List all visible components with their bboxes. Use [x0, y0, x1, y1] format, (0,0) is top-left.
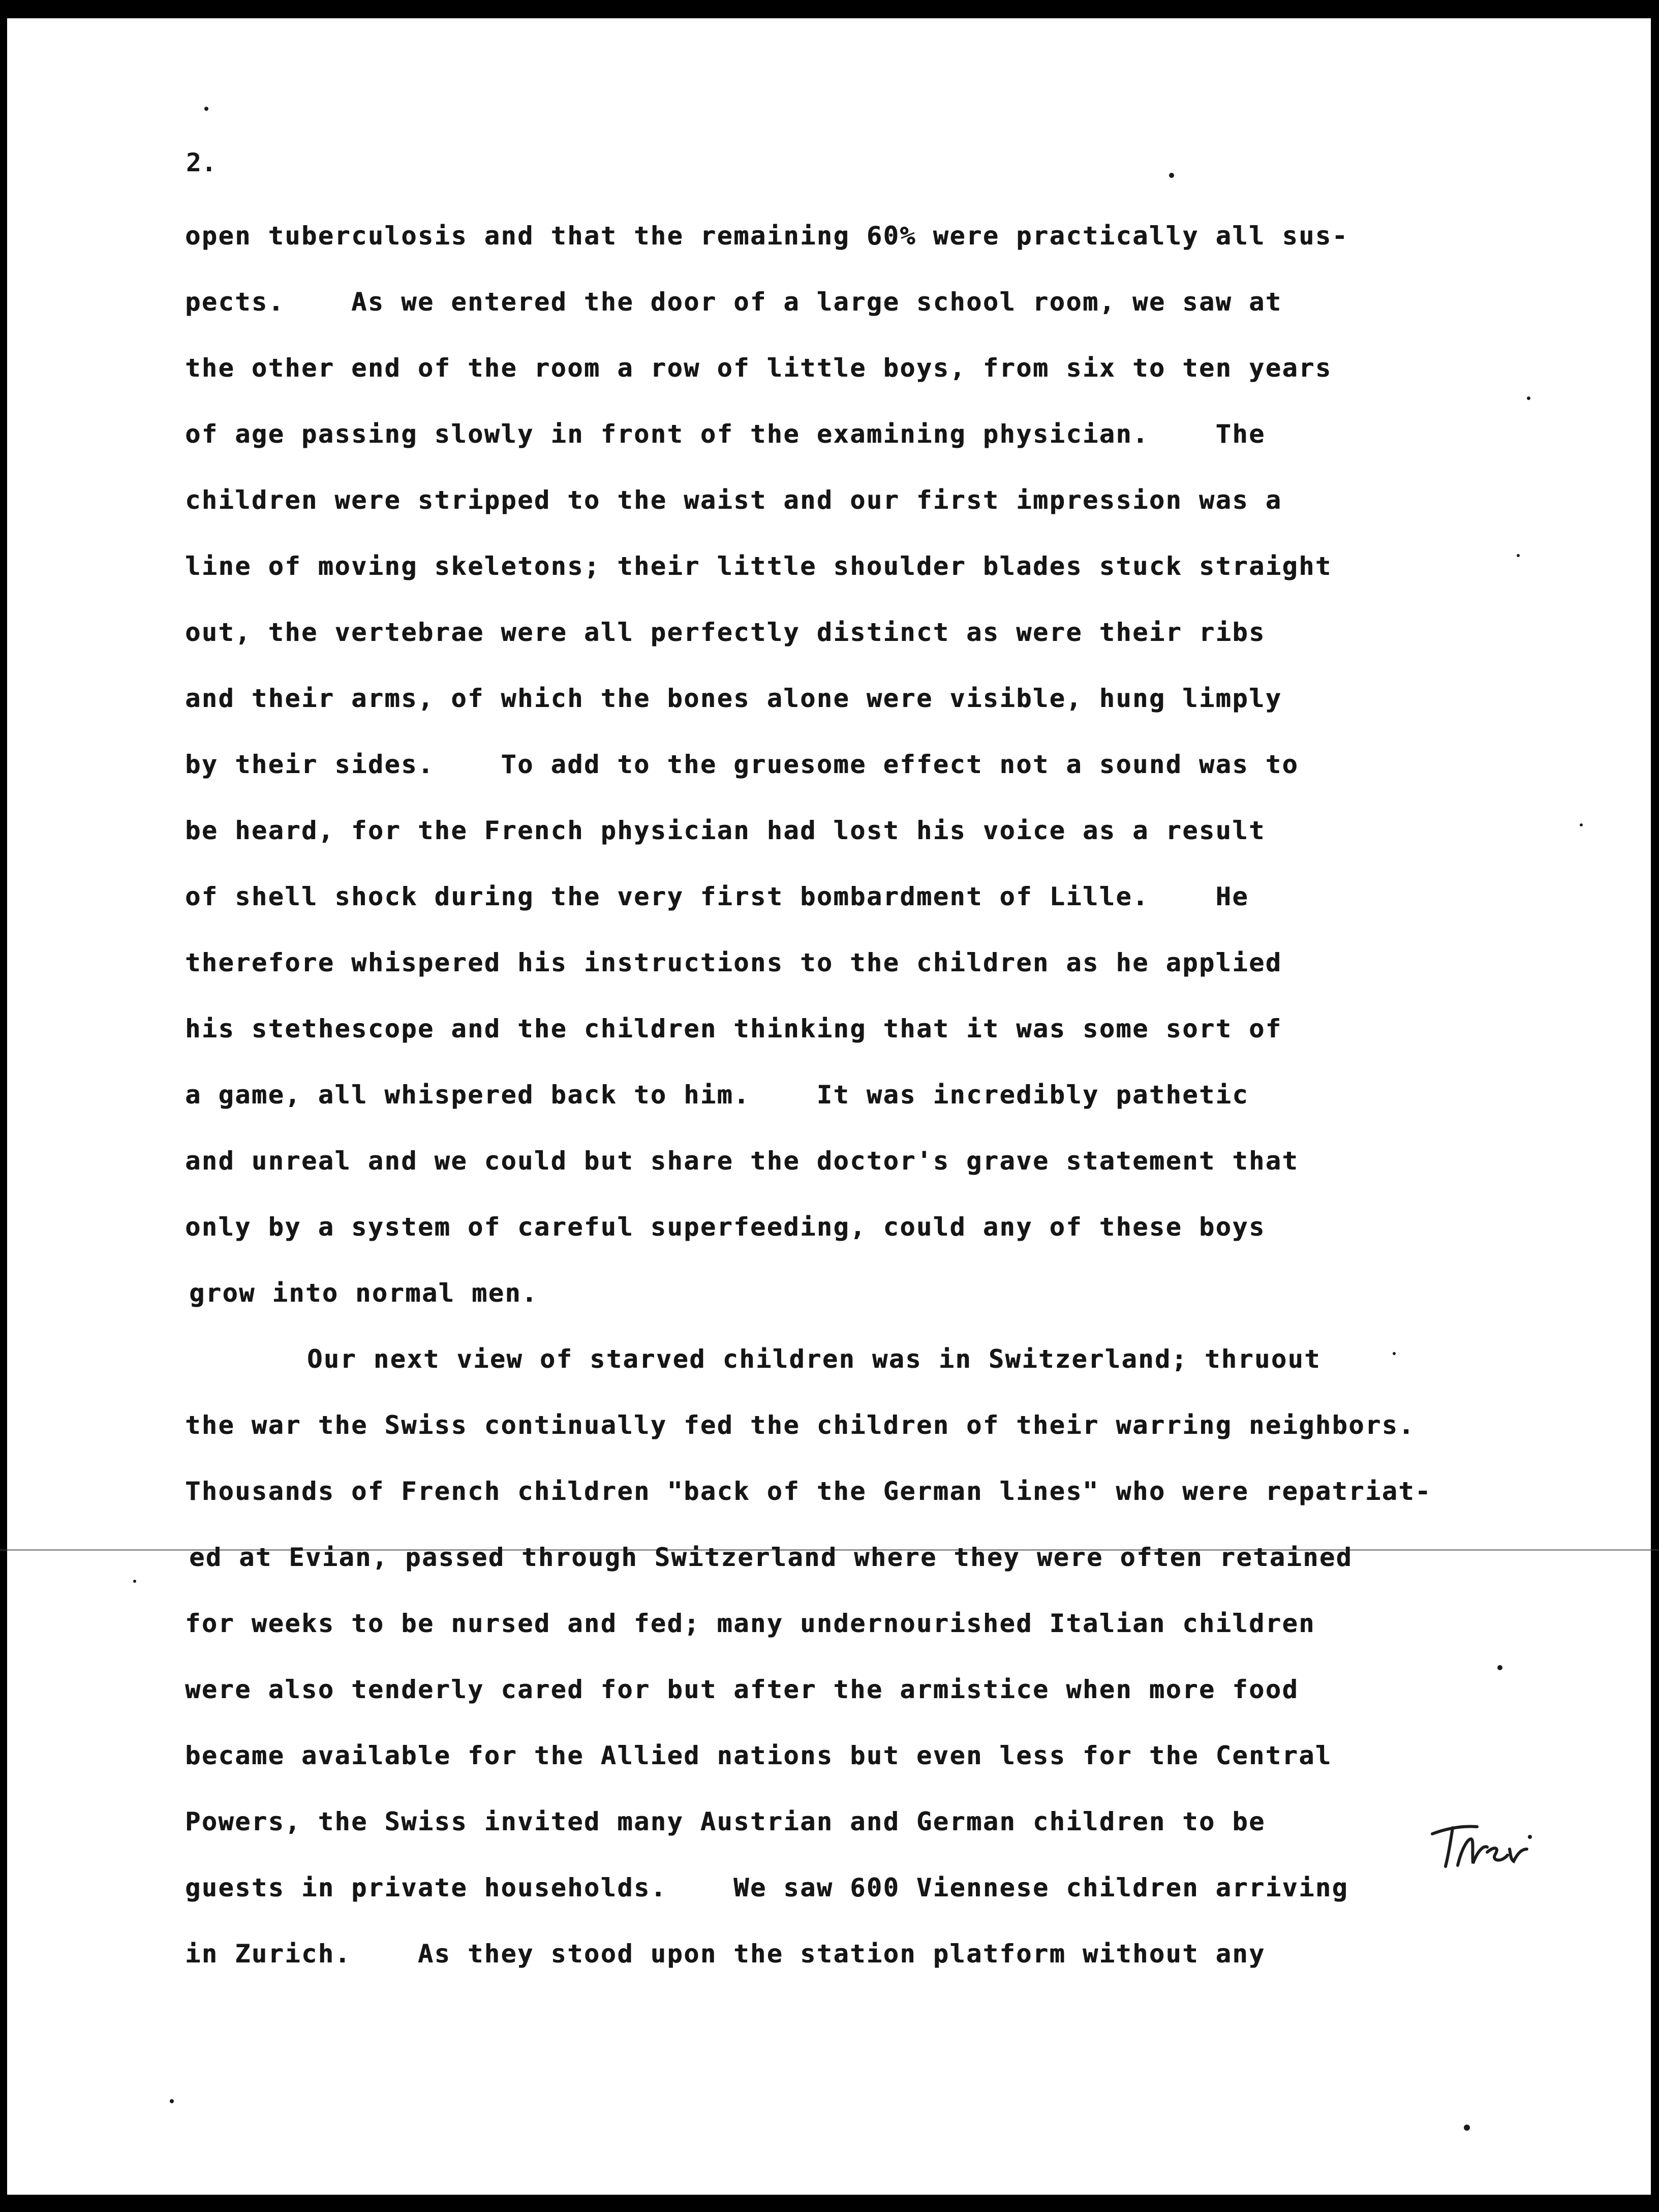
text-line: were also tenderly cared for but after the armistice when more food [185, 1675, 1299, 1704]
text-line: out, the vertebrae were all perfectly distinct as were their ribs [185, 618, 1266, 647]
text-line: his stethescope and the children thinking that it was some sort of [185, 1014, 1282, 1043]
text-line: be heard, for the French physician had lost his voice as a result [185, 816, 1266, 845]
scan-speck [1464, 2125, 1470, 2131]
text-line: therefore whispered his instructions to the children as he applied [185, 948, 1282, 977]
text-line: the war the Swiss continually fed the children of their warring neighbors. [185, 1410, 1415, 1440]
text-line: the other end of the room a row of little boys, from six to ten years [185, 353, 1332, 383]
scan-border-top [0, 0, 1659, 18]
text-line: line of moving skeletons; their little shoulder blades stuck straight [185, 551, 1332, 581]
text-line: only by a system of careful superfeeding, could any of these boys [185, 1212, 1266, 1242]
text-line: Powers, the Swiss invited many Austrian and German children to be [185, 1807, 1266, 1836]
text-line: open tuberculosis and that the remaining 60% were practically all sus- [185, 221, 1349, 251]
text-line: by their sides. To add to the gruesome effect not a sound was to [185, 750, 1299, 779]
text-line: children were stripped to the waist and our first impression was a [185, 485, 1282, 515]
scan-speck [1393, 1352, 1396, 1355]
scan-speck [1527, 396, 1530, 400]
text-line: and their arms, of which the bones alone were visible, hung limply [185, 684, 1282, 713]
page-number: 2. [186, 148, 217, 177]
text-line: and unreal and we could but share the doctor's grave statement that [185, 1146, 1299, 1176]
text-line: became available for the Allied nations but even less for the Central [185, 1741, 1332, 1770]
scan-speck [204, 107, 208, 111]
text-line: a game, all whispered back to him. It was incredibly pathetic [185, 1080, 1249, 1110]
scan-border-left [0, 0, 7, 2212]
text-line: for weeks to be nursed and fed; many undernourished Italian children [185, 1609, 1315, 1638]
text-line: of shell shock during the very first bombardment of Lille. He [185, 882, 1249, 911]
scan-speck [1580, 823, 1583, 826]
text-line: guests in private households. We saw 600 Viennese children arriving [185, 1873, 1349, 1902]
scan-speck [133, 1580, 136, 1583]
scan-border-bottom [0, 2195, 1659, 2212]
text-line: Thousands of French children "back of the German lines" who were repatriat- [185, 1477, 1432, 1506]
scan-speck [170, 2099, 174, 2103]
text-line: of age passing slowly in front of the examining physician. The [185, 419, 1266, 449]
handwritten-annotation [1428, 1817, 1535, 1872]
scan-border-right [1651, 0, 1659, 2212]
text-line: pects. As we entered the door of a large school room, we saw at [185, 287, 1282, 317]
text-line: ed at Evian, passed through Switzerland where they were often retained [189, 1543, 1353, 1572]
typed-body-text [185, 218, 1537, 2002]
scan-speck [1169, 173, 1174, 178]
paragraph-first-line: Our next view of starved children was in Switzerland; thruout [307, 1344, 1321, 1374]
text-line: in Zurich. As they stood upon the station platform without any [185, 1939, 1266, 1969]
scan-speck [1497, 1665, 1502, 1670]
text-line: grow into normal men. [189, 1278, 538, 1308]
scan-speck [1517, 554, 1520, 557]
